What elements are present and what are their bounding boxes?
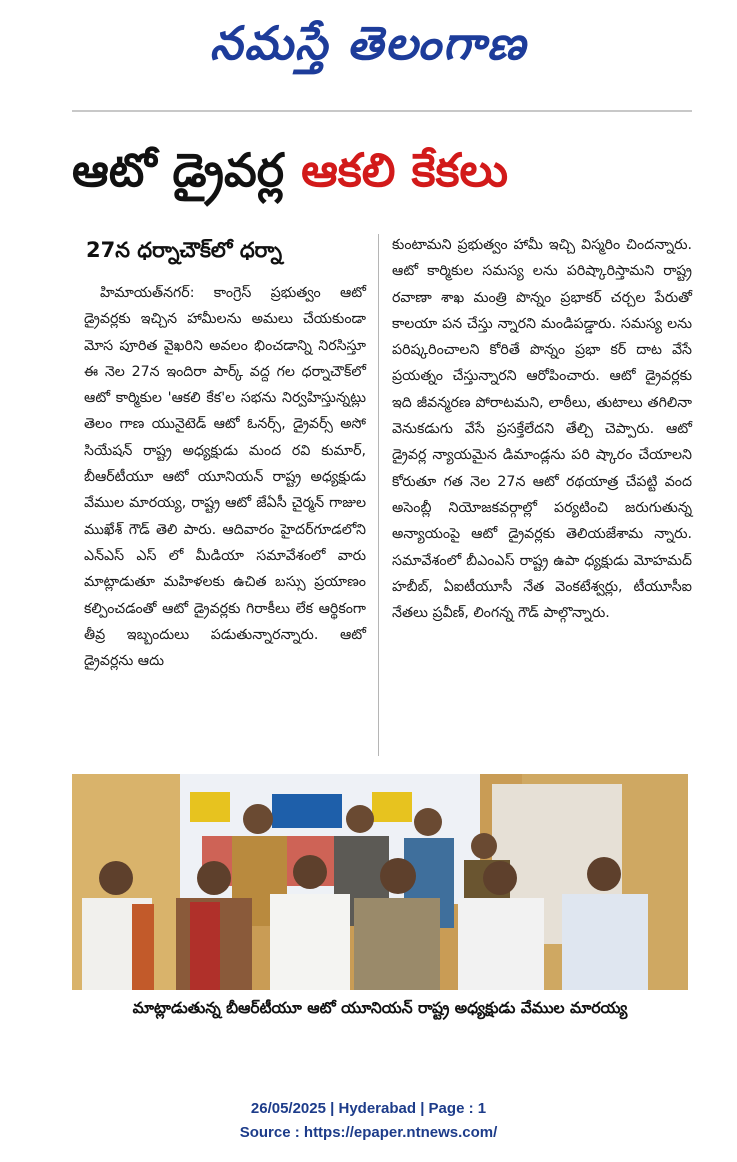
article-right-column [392,232,692,626]
footer-source: Source : https://epaper.ntnews.com/ [239,1124,498,1141]
article-right-text: కుంటామని ప్రభుత్వం హామీ ఇచ్చి విస్మరిం చిందన్నారు. ఆటో కార్మికుల సమస్య లను పరిష్కారిస్తామని రాష్ట్ర రవాణా శాఖ మంత్రి పొన్నం ప్రభాకర్ చర్చల పేరుతో కాలయా పన చేస్తు న్నారని మండిపడ్డారు. సమస్య లను పరిష్కరించాలని కోరితే పొన్నం ప్రభా కర్ దాట వేసే ప్రయత్నం చేస్తున్నారని ఆరోపించారు. ఆటో డ్రైవర్లకు ఇది జీవన్మరణ పోరాటమని, లాఠీలు, తుటాలు తగిలినా వెనుకడుగు వేసే ప్రసక్తేలేదని తేల్చి చెప్పారు. ఆటో డ్రైవర్ల న్యాయమైన డిమాండ్లను పరి ష్కారం చేయాలని కోరుతూ గత నెల 27న ఆటో రథయాత్ర చేపట్టి వంద అసెంబ్లీ నియోజకవర్గాల్లో పర్యటించి జరుగుతున్న అన్యాయంపై ఆటో డ్రైవర్లకు తెలియజేశామ న్నారు. సమావేశంలో బీఎంఎస్ రాష్ట్ర ఉపా ధ్యక్షుడు మోహమద్ హబీబ్, ఏఐటీయూసీ నేత వెంకటేశ్వర్లు, టీయూసీఐ నేతలు ప్రవీణ్, లింగన్న గౌడ్ పాల్గొన్నారు. [392,237,692,622]
article-left-text: హిమాయత్‌నగర్: కాంగ్రెస్ ప్రభుత్వం ఆటో డ్రైవర్లకు ఇచ్చిన హామీలను అమలు చేయకుండా మోస పూరిత వైఖరిని అవలం భించడాన్ని నిరసిస్తూ ఈ నెల 27న ఇందిరా పార్క్ వద్ద గల ధర్నాచౌక్‌లో ఆటో కార్మికుల 'ఆకలి కేక'ల సభను నిర్వహిస్తున్నట్లు తెలం గాణ యునైటెడ్ ఆటో ఓనర్స్, డ్రైవర్స్ అసో సియేషన్ రాష్ట్ర అధ్యక్షుడు మంద రవి కుమార్, బీఆర్‌టీయూ ఆటో యూనియన్ రాష్ట్ర అధ్యక్షుడు వేముల మారయ్య, రాష్ట్ర ఆటో జేఏసీ చైర్మన్ గాజుల ముఖేశ్ గౌడ్ తెలి పారు. ఆదివారం హైదర్‌గూడలోని ఎన్ఎస్ ఎస్ లో మీడియా సమావేశంలో వారు మాట్లాడుతూ మహిళలకు ఉచిత బస్సు ప్రయాణం కల్పించడంతో ఆటో డ్రైవర్లకు గిరాకీలు లేక ఆర్థికంగా తీవ్ర ఇబ్బందులు పడుతున్నారన్నారు. ఆటో డ్రైవర్లను ఆదు [84,285,366,670]
masthead [0,8,737,78]
article-left-column [84,232,366,674]
column-divider [378,234,379,756]
headline-part-black: ఆటో డ్రైవర్ల [72,143,284,197]
headline-part-red: ఆకలి కేకలు [301,143,509,197]
header-rule [72,110,692,112]
headline [72,130,692,210]
article-subheading: 27న ధర్నాచౌక్‌లో ధర్నా [86,238,283,262]
newspaper-title: నమస్తే తెలంగాణ [209,16,528,70]
news-photo [72,774,688,990]
press-meet-photo [72,774,688,990]
footer-date-edition: 26/05/2025 | Hyderabad | Page : 1 [250,1100,487,1117]
photo-caption: మాట్లాడుతున్న బీఆర్‌టీయూ ఆటో యూనియన్ రాష్ట్ర అధ్యక్షుడు వేముల మారయ్య [132,999,628,1017]
